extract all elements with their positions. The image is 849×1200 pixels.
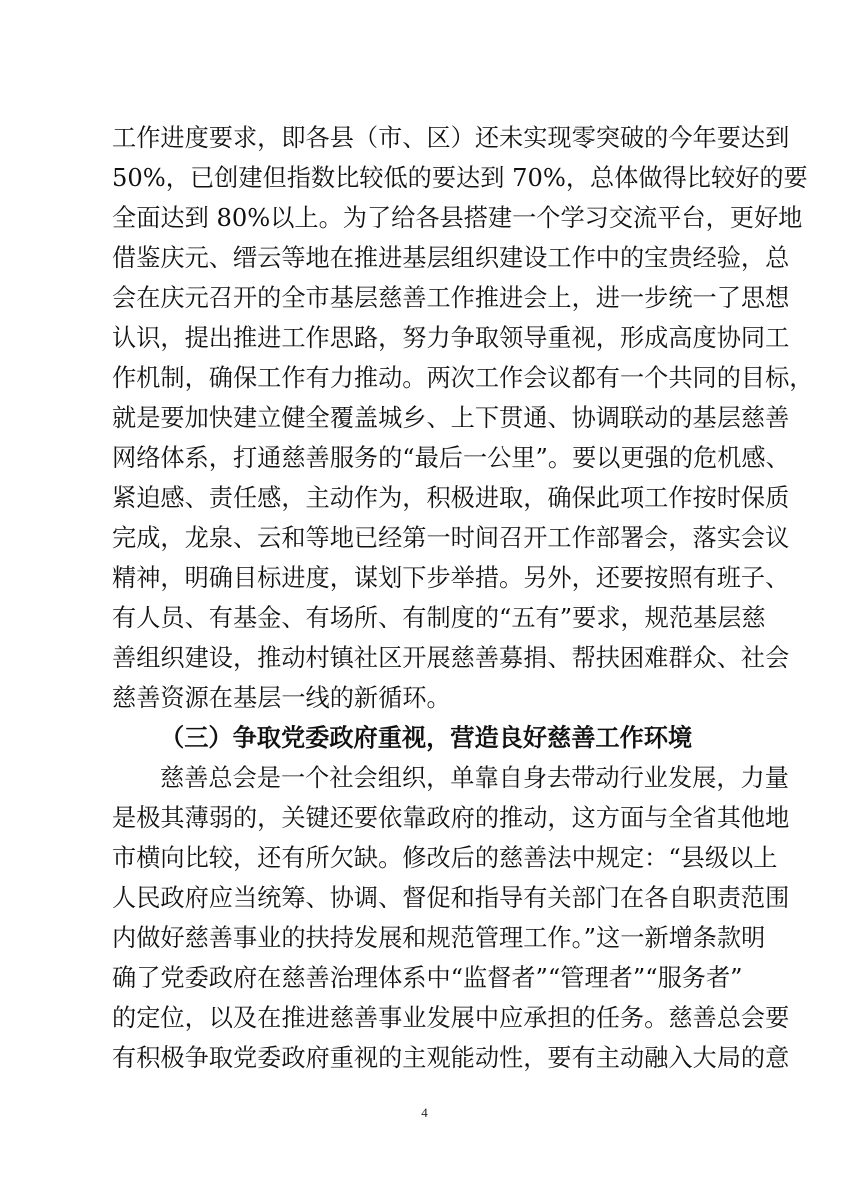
body-text-line: 内做好慈善事业的扶持发展和规范管理工作。”这一新增条款明 (112, 924, 766, 952)
body-text-line: 50%，已创建但指数比较低的要达到 70%，总体做得比较好的要 (112, 164, 808, 192)
body-text-line: 网络体系，打通慈善服务的“最后一公里”。要以更强的危机感、 (112, 444, 790, 472)
body-text-line: 认识，提出推进工作思路，努力争取领导重视，形成高度协同工 (112, 324, 790, 352)
body-text-line: 慈善总会是一个社会组织，单靠自身去带动行业发展，力量 (160, 764, 789, 792)
body-text-line: 确了党委政府在慈善治理体系中“监督者”“管理者”“服务者” (112, 964, 743, 992)
body-text-line: 精神，明确目标进度，谋划下步举措。另外，还要按照有班子、 (112, 564, 790, 592)
body-text-line: 完成，龙泉、云和等地已经第一时间召开工作部署会，落实会议 (112, 524, 790, 552)
page-number: 4 (421, 1105, 428, 1120)
body-text-line: 的定位，以及在推进慈善事业发展中应承担的任务。慈善总会要 (112, 1004, 790, 1032)
body-text-line: 人民政府应当统筹、协调、督促和指导有关部门在各自职责范围 (112, 884, 790, 912)
body-text-line: 慈善资源在基层一线的新循环。 (112, 684, 451, 712)
body-text-line: 是极其薄弱的，关键还要依靠政府的推动，这方面与全省其他地 (112, 804, 790, 832)
section-heading: （三）争取党委政府重视，营造良好慈善工作环境 (160, 724, 693, 752)
body-text-line: 有人员、有基金、有场所、有制度的“五有”要求，规范基层慈 (112, 604, 766, 632)
body-text-line: 全面达到 80%以上。为了给各县搭建一个学习交流平台，更好地 (112, 204, 803, 232)
body-text-line: 善组织建设，推动村镇社区开展慈善募捐、帮扶困难群众、社会 (112, 644, 790, 672)
body-text-line: 作机制，确保工作有力推动。两次工作会议都有一个共同的目标， (112, 364, 814, 392)
body-text-line: 借鉴庆元、缙云等地在推进基层组织建设工作中的宝贵经验，总 (112, 244, 790, 272)
body-text-line: 有积极争取党委政府重视的主观能动性，要有主动融入大局的意 (112, 1044, 790, 1072)
body-text-line: 就是要加快建立健全覆盖城乡、上下贯通、协调联动的基层慈善 (112, 404, 790, 432)
body-text-line: 紧迫感、责任感，主动作为，积极进取，确保此项工作按时保质 (112, 484, 790, 512)
body-text-line: 市横向比较，还有所欠缺。修改后的慈善法中规定：“县级以上 (112, 844, 778, 872)
body-text-line: 会在庆元召开的全市基层慈善工作推进会上，进一步统一了思想 (112, 284, 790, 312)
body-text-line: 工作进度要求，即各县（市、区）还未实现零突破的今年要达到 (112, 124, 790, 152)
